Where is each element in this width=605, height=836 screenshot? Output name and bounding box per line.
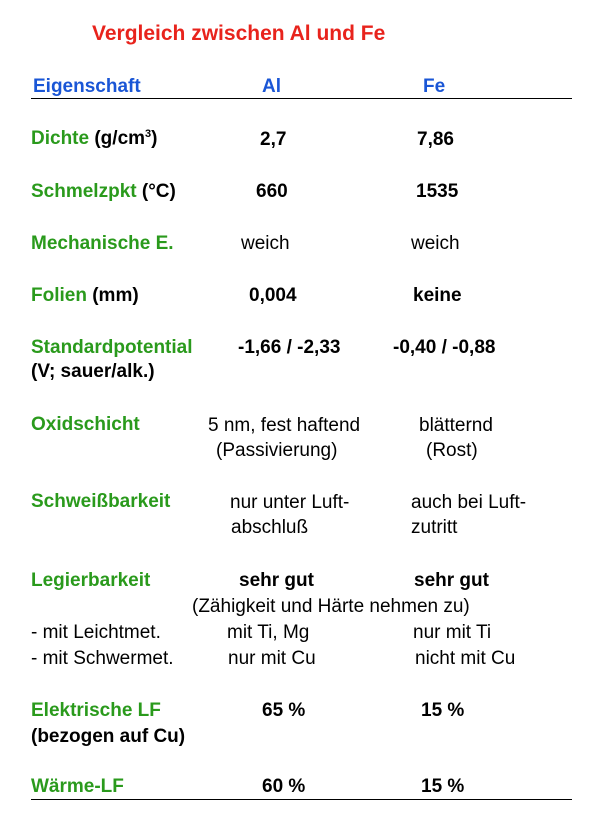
row-melting-al: 660 xyxy=(256,181,288,202)
row-foils-unit: (mm) xyxy=(92,285,139,306)
row-alloy-light-fe: nur mit Ti xyxy=(413,622,492,643)
row-thermal-al: 60 % xyxy=(262,776,306,797)
row-potential-al: -1,66 / -2,33 xyxy=(238,337,341,358)
row-mechanical-fe: weich xyxy=(411,233,460,254)
row-potential-fe: -0,40 / -0,88 xyxy=(393,337,496,358)
footer-divider xyxy=(31,799,572,800)
row-melting-label: Schmelzpkt xyxy=(31,181,137,202)
row-oxide-fe-line2: (Rost) xyxy=(426,440,478,461)
row-melting-unit: (°C) xyxy=(141,181,176,202)
row-foils-fe: keine xyxy=(413,285,462,306)
row-alloy-light-al: mit Ti, Mg xyxy=(227,622,310,643)
row-electrical-al: 65 % xyxy=(262,700,306,721)
row-weld-label: Schweißbarkeit xyxy=(31,491,171,512)
row-alloy-label: Legierbarkeit xyxy=(31,570,151,591)
row-melting-fe: 1535 xyxy=(416,181,459,202)
header-al: Al xyxy=(262,76,281,97)
header-property: Eigenschaft xyxy=(33,76,141,97)
row-weld-fe-line1: auch bei Luft- xyxy=(411,492,527,513)
row-density-label-group xyxy=(31,129,158,148)
row-potential-label: Standardpotential xyxy=(31,337,193,358)
row-alloy-heavy-label: - mit Schwermet. xyxy=(31,648,174,669)
row-thermal-label: Wärme-LF xyxy=(31,776,124,797)
row-foils-al: 0,004 xyxy=(249,285,297,306)
row-weld-al-line2: abschluß xyxy=(231,517,309,538)
row-alloy-heavy-fe: nicht mit Cu xyxy=(415,648,516,669)
row-electrical-label: Elektrische LF xyxy=(31,700,161,721)
row-oxide-al-line2: (Passivierung) xyxy=(216,440,338,461)
row-mechanical-label: Mechanische E. xyxy=(31,233,174,254)
row-thermal-fe: 15 % xyxy=(421,776,465,797)
header-fe: Fe xyxy=(423,76,446,97)
row-alloy-light-label: - mit Leichtmet. xyxy=(31,622,161,643)
row-foils-label-group xyxy=(31,286,139,305)
row-alloy-heavy-al: nur mit Cu xyxy=(228,648,316,669)
row-weld-fe-line2: zutritt xyxy=(411,517,458,538)
row-alloy-note: (Zähigkeit und Härte nehmen zu) xyxy=(192,596,470,617)
row-density-label: Dichte xyxy=(31,128,90,149)
row-weld-al-line1: nur unter Luft- xyxy=(230,492,350,513)
row-alloy-fe: sehr gut xyxy=(414,570,489,591)
row-oxide-fe-line1: blätternd xyxy=(419,415,493,436)
row-electrical-sublabel: (bezogen auf Cu) xyxy=(31,726,186,747)
row-electrical-fe: 15 % xyxy=(421,700,465,721)
row-mechanical-al: weich xyxy=(241,233,290,254)
row-potential-sublabel: (V; sauer/alk.) xyxy=(31,361,155,382)
row-alloy-al: sehr gut xyxy=(239,570,314,591)
row-foils-label: Folien xyxy=(31,285,87,306)
header-divider xyxy=(31,98,572,99)
row-density-fe: 7,86 xyxy=(417,129,454,150)
row-oxide-al-line1: 5 nm, fest haftend xyxy=(208,415,361,436)
page-title: Vergleich zwischen Al und Fe xyxy=(92,22,386,45)
row-density-al: 2,7 xyxy=(260,129,287,150)
row-density-unit: $(g/cm^3)$ xyxy=(94,128,158,149)
row-oxide-label: Oxidschicht xyxy=(31,414,140,435)
row-melting-label-group xyxy=(31,182,176,201)
